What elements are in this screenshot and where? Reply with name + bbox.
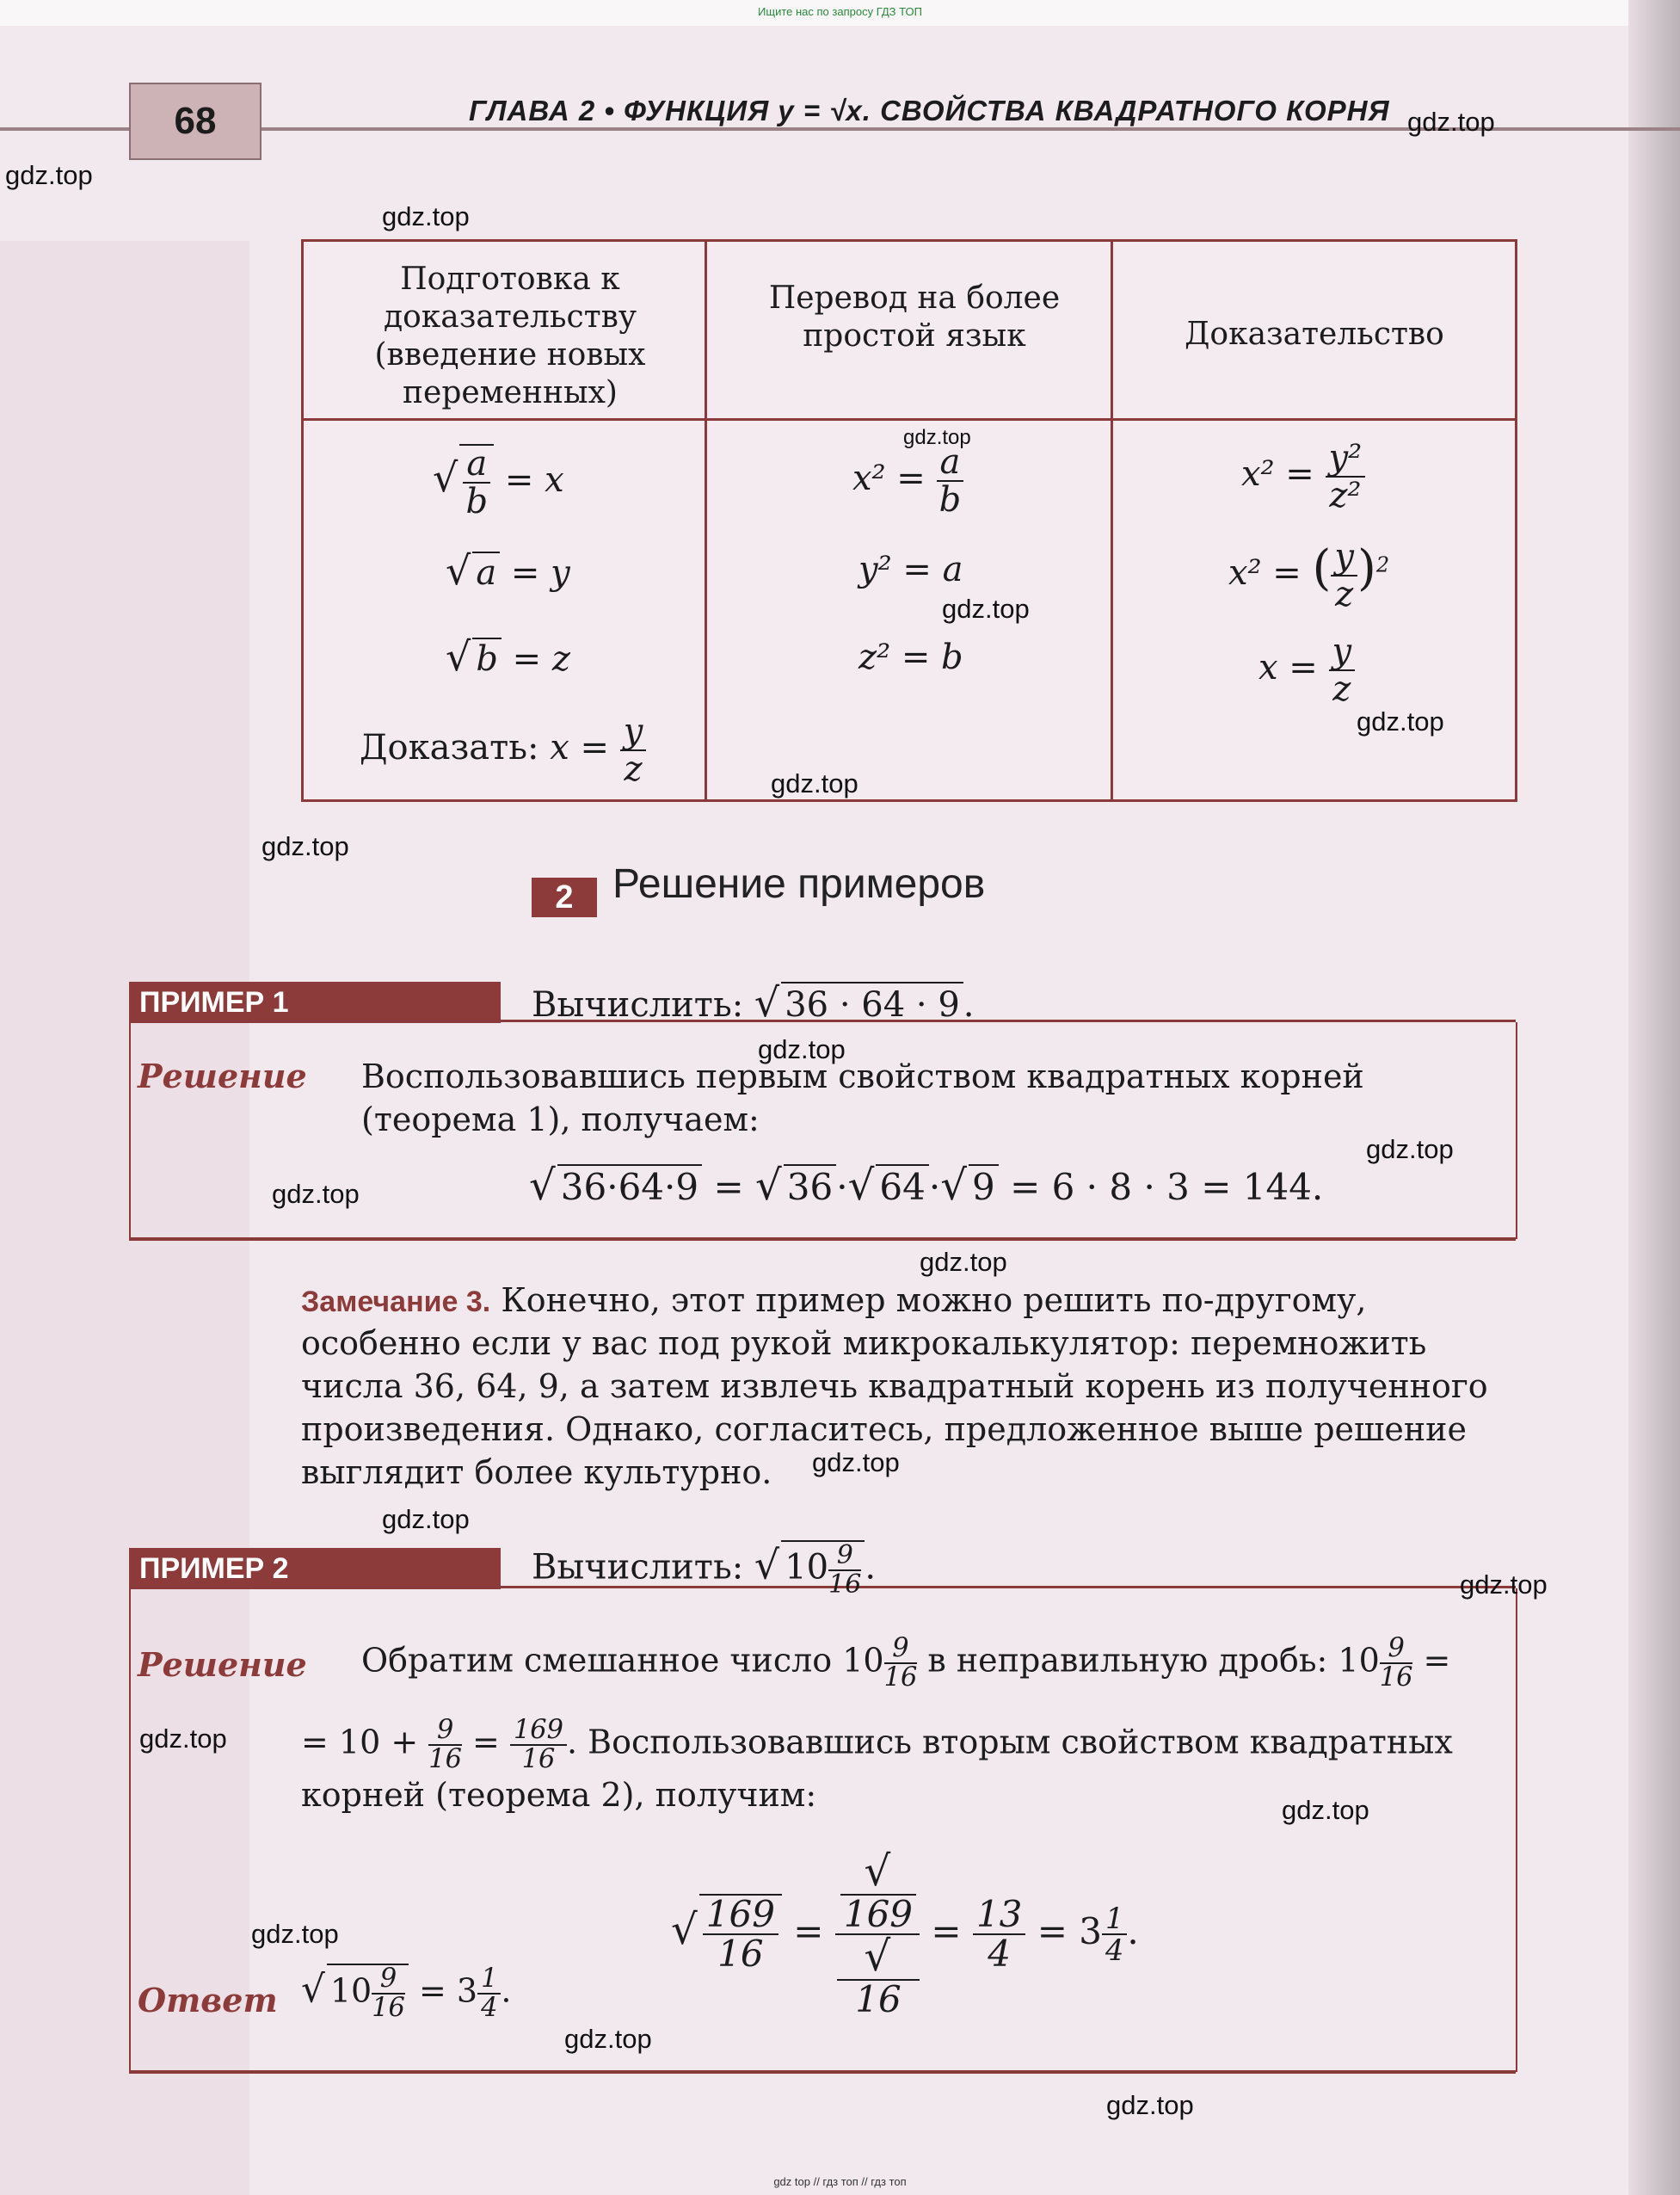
example1-label: ПРИМЕР 1 <box>129 982 501 1023</box>
section-title: Решение примеров <box>612 861 986 907</box>
example2-text3: Воспользовавшись вторым свойством квадратных корней (теорема 2), получим: <box>301 1723 1453 1814</box>
watermark: gdz.top <box>382 201 470 231</box>
example2-task-label: Вычислить: <box>532 1547 744 1588</box>
remark-text: Конечно, этот пример можно решить по-другому, особенно если у вас под рукой микрокалькулятор: перемножить числа 36, 64, 9, а затем извлечь квадратный корень из полученного произведения. Однако, согласитесь, предложенное выше решение выглядит более культурно. <box>301 1281 1488 1491</box>
table-header-proof: Доказательство <box>1185 317 1444 352</box>
watermark: gdz.top <box>564 2024 652 2054</box>
formula-z2-b: z² = b <box>858 638 963 677</box>
example1-result: = 6 · 8 · 3 = 144. <box>1010 1166 1324 1208</box>
formula-sqrt-a: √ a = y <box>446 547 570 594</box>
watermark: gdz.top <box>903 426 971 449</box>
watermark: gdz.top <box>262 831 349 861</box>
page-number: 68 <box>129 83 262 160</box>
formula-y2-a: y² = a <box>858 550 963 589</box>
formula-x2-paren: x² = ( $\frac{y}{z}$ )$^2$ <box>1228 537 1390 614</box>
watermark: gdz.top <box>942 594 1030 624</box>
example2-line2: = 10 + $\frac{9}{16}$ = $\frac{169}{16}$ . Воспользовавшись вторым свойством квадратных корней (теорема 2), получим: <box>301 1715 1453 1814</box>
example2-task: Вычислить: √ 10 $\frac{9}{16}$ . <box>532 1540 877 1600</box>
example2-solution-label: Решение <box>138 1645 307 1684</box>
watermark: gdz.top <box>1366 1134 1454 1164</box>
formula-sqrt-b: √ b = z <box>446 633 570 680</box>
example1-task: Вычислить: √ 36 · 64 · 9 . <box>532 979 975 1026</box>
formula-sqrt-a-over-b: √ $\frac{a}{b}$ = x <box>433 444 564 521</box>
prove-statement: Доказать: x = $\frac{y}{z}$ <box>360 713 646 787</box>
prove-label: Доказать: <box>360 728 539 768</box>
table-header-translation: Перевод на более простой язык <box>768 281 1061 354</box>
watermark: gdz.top <box>1106 2090 1194 2120</box>
section-number: 2 <box>532 878 597 917</box>
watermark: gdz.top <box>251 1919 339 1949</box>
example1-text: Воспользовавшись первым свойством квадратных корней (теорема 1), получаем: <box>361 1057 1364 1138</box>
example1-computation: √ 36·64·9 = √ 36·√ 64·√ 9 = 6 · 8 · 3 = 144. <box>529 1162 1324 1210</box>
watermark: gdz.top <box>272 1179 360 1209</box>
example1-bottom-rule <box>129 1237 1516 1241</box>
remark-label: Замечание 3. <box>301 1286 491 1318</box>
watermark: gdz.top <box>139 1723 227 1754</box>
watermark: gdz.top <box>382 1504 470 1534</box>
example2-answer: √ 10 $\frac{9}{16}$ = 3 $\frac{1}{4}$ . <box>301 1964 512 2023</box>
example2-text1: Обратим смешанное число <box>361 1641 833 1680</box>
watermark: gdz.top <box>771 768 858 798</box>
top-banner[interactable]: Ищите нас по запросу ГДЗ ТОП <box>758 5 922 18</box>
chapter-title: ГЛАВА 2 • ФУНКЦИЯ y = √x. СВОЙСТВА КВАДРАТНОГО КОРНЯ <box>469 95 1390 126</box>
watermark: gdz.top <box>1357 706 1444 737</box>
table-header-preparation: Подготовка к доказательству (введение новых переменных) <box>374 262 646 410</box>
example2-text2: в неправильную дробь: <box>927 1641 1328 1680</box>
watermark: gdz.top <box>5 160 93 190</box>
watermark: gdz.top <box>1407 107 1495 137</box>
watermark: gdz.top <box>1282 1795 1369 1825</box>
example2-bottom-rule <box>129 2070 1516 2074</box>
watermark: gdz.top <box>1460 1569 1548 1600</box>
formula-x-y-over-z: x = $\frac{y}{z}$ <box>1258 633 1355 707</box>
footer-links[interactable]: gdz top // гдз топ // гдз топ <box>773 2175 907 2188</box>
proof-table <box>301 239 1517 802</box>
remark-3 <box>301 1279 1514 1494</box>
example1-solution-label: Решение <box>138 1057 307 1095</box>
example1-task-label: Вычислить: <box>532 985 744 1025</box>
watermark: gdz.top <box>758 1034 846 1064</box>
watermark: gdz.top <box>812 1447 900 1477</box>
example2-answer-label: Ответ <box>138 1981 278 2019</box>
formula-x2-y2-over-z2: x² = $\frac{\text{y²}}{\text{z²}}$ <box>1241 440 1365 514</box>
example2-label: ПРИМЕР 2 <box>129 1548 501 1589</box>
watermark: gdz.top <box>920 1247 1007 1277</box>
page-edge <box>1628 0 1680 2195</box>
example2-computation: √ $\frac{169}{16}$ = √ 169 √ 16 = $\frac{13}{4}$ = 3 $\frac{1}{4}$ . <box>671 1847 1139 2020</box>
formula-x2-a-over-b: x² = $\frac{a}{b}$ <box>852 444 963 518</box>
example2-line1: Обратим смешанное число 10 $\frac{9}{16}$ в неправильную дробь: 10 $\frac{9}{16}$ = <box>361 1633 1451 1692</box>
